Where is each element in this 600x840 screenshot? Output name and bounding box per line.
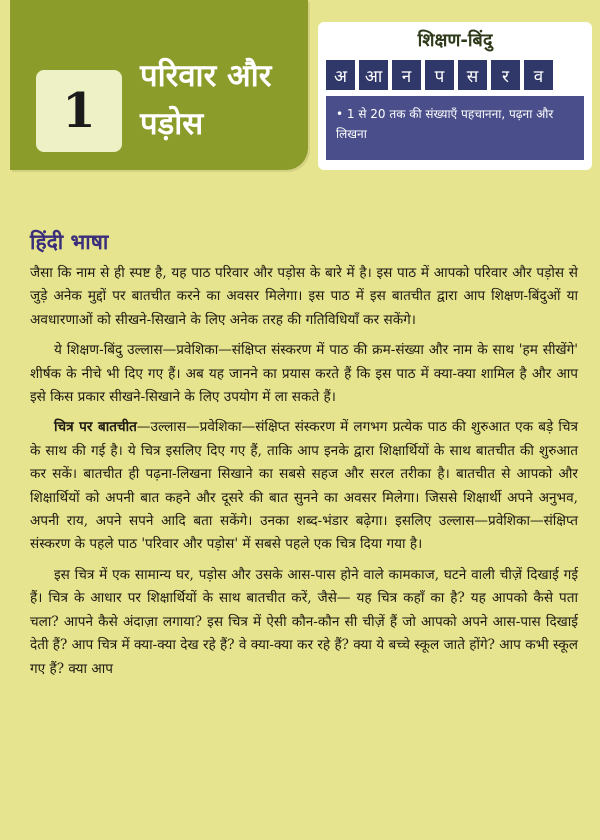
letter-tile: र <box>491 60 520 90</box>
teaching-point-item: • 1 से 20 तक की संख्याएँ पहचानना, पढ़ना और लिखना <box>326 96 584 160</box>
letter-tile: प <box>425 60 454 90</box>
chapter-title-line1: परिवार और <box>140 58 272 94</box>
letter-tile: आ <box>359 60 388 90</box>
letter-tile: स <box>458 60 487 90</box>
chapter-title-line2: पड़ोस <box>140 106 204 142</box>
letter-tile: व <box>524 60 553 90</box>
teaching-points-panel <box>318 22 592 170</box>
chapter-number: 1 <box>36 70 122 152</box>
paragraph-4: इस चित्र में एक सामान्य घर, पड़ोस और उसके आस-पास होने वाले कामकाज, घटने वाली चीज़ें दिखाई गई हैं। चित्र के आधार पर शिक्षार्थियों के साथ बातचीत करें, जैसे— यह चित्र कहाँ का है? यह आपको कैसे पता चला? आपने कैसे अंदाज़ा लगाया? इस चित्र में ऐसी कौन-कौन सी चीज़ें हैं जो आपको अपने आस-पास दिखाई देती हैं? आप चित्र में क्या-क्या देख रहे हैं? वे क्या-क्या कर रहे हैं? क्या ये बच्चे स्कूल जाते होंगे? आप कभी स्कूल गए हैं? क्या आप <box>30 566 578 677</box>
paragraph-3 <box>30 416 578 556</box>
paragraph-3-lead: चित्र पर बातचीत <box>54 419 137 436</box>
chapter-banner <box>10 0 308 170</box>
paragraph-3-rest: —उल्लास—प्रवेशिका—संक्षिप्त संस्करण में लगभग प्रत्येक पाठ की शुरुआत एक बड़े चित्र के साथ की गई है। ये चित्र इसलिए दिए गए हैं, ताकि आप इनके द्वारा शिक्षार्थियों के साथ बातचीत की शुरुआत कर सकें। बातचीत ही पढ़ना-लिखना सिखाने का सबसे सहज और सरल तरीका है। बातचीत से आपको और शिक्षार्थियों को अपनी बात कहने और दूसरे की बात सुनने का अवसर मिलेगा। जिससे शिक्षार्थी अपने अनुभव, अपनी राय, अपने सपने आदि बता सकेंगे। उनका शब्द-भंडार बढ़ेगा। इसलिए उल्लास—प्रवेशिका—संक्षिप्त संस्करण के पहले पाठ 'परिवार और पड़ोस' में सबसे पहले एक चित्र दिया गया है। <box>30 419 578 553</box>
paragraph-2: ये शिक्षण-बिंदु उल्लास—प्रवेशिका—संक्षिप्त संस्करण में पाठ की क्रम-संख्या और नाम के साथ 'हम सीखेंगे' शीर्षक के नीचे भी दिए गए हैं। अब यह जानने का प्रयास करते हैं कि इस पाठ में क्या-क्या शामिल है और आप इसे किस प्रकार सीखने-सिखाने के लिए उपयोग में ला सकते हैं। <box>30 342 578 406</box>
section-heading: हिंदी भाषा <box>30 230 109 254</box>
letter-tile: न <box>392 60 421 90</box>
letter-row <box>326 60 553 90</box>
letter-tile: अ <box>326 60 355 90</box>
paragraph-1: जैसा कि नाम से ही स्पष्ट है, यह पाठ परिवार और पड़ोस के बारे में है। इस पाठ में आपको परिवार और पड़ोस से जुड़े अनेक मुद्दों पर बातचीत करने का अवसर मिलेगा। इस पाठ में इस बातचीत द्वारा आप शिक्षण-बिंदुओं या अवधारणाओं को सीखने-सिखाने के लिए अनेक तरह की गतिविधियाँ कर सकेंगे। <box>30 265 578 328</box>
teaching-points-title: शिक्षण-बिंदु <box>417 30 493 51</box>
body-text <box>30 262 578 681</box>
chapter-title <box>140 52 310 148</box>
